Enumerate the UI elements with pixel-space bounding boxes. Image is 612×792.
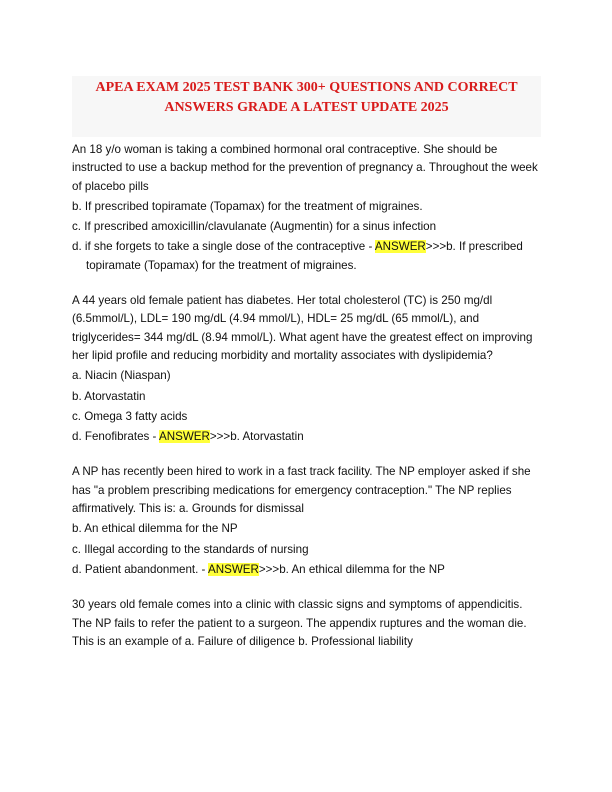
answer-option: c. If prescribed amoxicillin/clavulanate (Augmentin) for a sinus infection <box>72 220 437 234</box>
answer-text: >>>b. If prescribed topiramate (Topamax) for the treatment of migraines. <box>86 240 523 272</box>
answer-highlight: ANSWER <box>208 562 259 576</box>
answer-option: a. Niacin (Niaspan) <box>72 369 171 383</box>
question-stem: 30 years old female comes into a clinic with classic signs and symptoms of appendicitis. The NP fails to refer the patient to a surgeon. The appendix ruptures and the woman die. This is an example of a. Failure of diligence b. Professional liability <box>72 598 527 648</box>
option-text: d. Patient abandonment. - <box>72 562 208 576</box>
answer-option: b. If prescribed topiramate (Topamax) for the treatment of migraines. <box>72 199 423 213</box>
answer-option-final <box>72 238 542 275</box>
title-banner <box>72 76 541 137</box>
option-text: d. Fenofibrates - <box>72 430 159 444</box>
question-3 <box>72 463 542 579</box>
answer-text: >>>b. An ethical dilemma for the NP <box>258 562 445 576</box>
answer-option-final <box>72 428 542 446</box>
answer-option-final <box>72 561 542 579</box>
option-text: d. if she forgets to take a single dose of the contraceptive - <box>72 240 375 254</box>
question-stem: A NP has recently been hired to work in a fast track facility. The NP employer asked if she has "a problem prescribing medications for emergency contraception." The NP replies affirmatively. This is: a. Grounds for dismissal <box>72 465 531 516</box>
title-line-2: ANSWERS GRADE A LATEST UPDATE 2025 <box>164 100 449 115</box>
answer-option: c. Omega 3 fatty acids <box>72 409 188 423</box>
question-4 <box>72 596 542 651</box>
questions-body <box>72 141 542 668</box>
question-2 <box>72 292 542 446</box>
answer-highlight: ANSWER <box>374 240 426 254</box>
question-stem: A 44 years old female patient has diabetes. Her total cholesterol (TC) is 250 mg/dl (6.5mmol/L), LDL= 190 mg/dL (4.94 mmol/L), HDL= 25 mg/dL (65 mmol/L), and triglycerides= 344 mg/dL (8.94 mmol/L). What agent have the greatest effect on improving her lipid profile and reducing morbidity and mortality associates with dyslipidemia? <box>72 294 533 362</box>
answer-highlight: ANSWER <box>159 430 210 444</box>
question-1 <box>72 141 542 275</box>
answer-text: >>>b. Atorvastatin <box>209 430 304 444</box>
answer-option: b. Atorvastatin <box>72 389 146 403</box>
answer-option: b. An ethical dilemma for the NP <box>72 522 238 536</box>
question-stem: An 18 y/o woman is taking a combined hormonal oral contraceptive. She should be instructed to use a backup method for the prevention of pregnancy a. Throughout the week of placebo pills <box>72 143 538 193</box>
answer-option: c. Illegal according to the standards of nursing <box>72 542 309 556</box>
title-line-1: APEA EXAM 2025 TEST BANK 300+ QUESTIONS AND CORRECT <box>95 80 518 95</box>
